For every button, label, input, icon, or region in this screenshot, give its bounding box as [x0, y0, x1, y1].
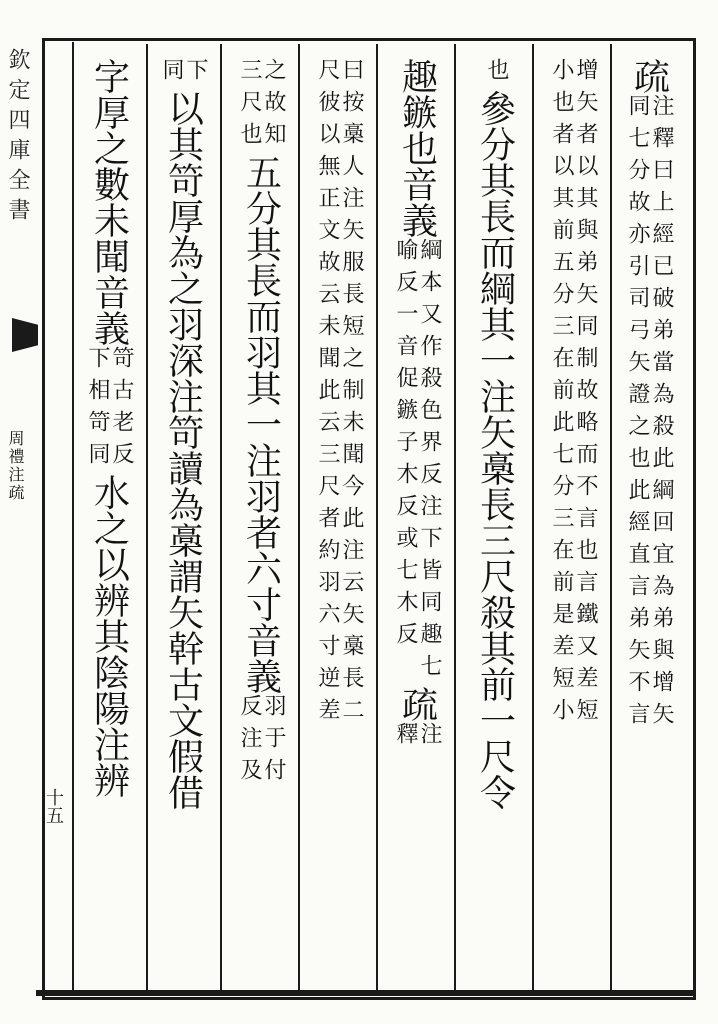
commentary-left: 同七分故亦引司弓矢證之也此經直言弟矢不言	[625, 94, 650, 734]
main-text: 疏	[396, 686, 438, 722]
commentary-left: 同	[159, 58, 184, 90]
main-text: 矢槀長三尺殺其前一尺令	[474, 414, 516, 810]
commentary-pair	[394, 238, 440, 686]
commentary-pair	[86, 346, 132, 474]
commentary-pair	[626, 94, 672, 734]
commentary-right: 之故知	[261, 58, 286, 154]
main-text: 羽者六寸音義	[240, 478, 282, 694]
column-divider	[220, 44, 222, 990]
main-text: 趣鏃也音義	[396, 58, 438, 238]
text-column	[380, 58, 454, 754]
main-text: 五分其長而羽其一注	[240, 154, 282, 478]
commentary-right: 綱本又作殺色界反注下皆同趣七	[417, 238, 442, 686]
commentary-right: 曰按槀人注矢服長短之制未聞今此注云矢槀長二	[339, 58, 364, 730]
commentary-left: 喻反一音促鏃子木反或七木反	[393, 238, 418, 654]
commentary-right: 也	[484, 58, 509, 90]
commentary-right: 增矢者以其與弟矢同制故略而不言也言鐵又差短	[573, 58, 598, 730]
main-text: 疏	[628, 58, 670, 94]
margin-book-title: 欽定四庫全書	[5, 48, 30, 228]
fishtail-mark-icon	[12, 318, 38, 352]
commentary-pair	[160, 58, 206, 90]
commentary-pair	[238, 694, 284, 790]
text-column	[224, 58, 298, 790]
margin-section-title: 周禮注疏	[6, 430, 25, 502]
text-column	[536, 58, 610, 730]
commentary-right: 羽于付	[261, 694, 286, 790]
commentary-right: 笴古老反	[109, 346, 134, 474]
main-text: 笴讀為槀謂矢幹古文假借	[162, 414, 204, 810]
commentary-right: 下	[183, 58, 208, 90]
commentary-pair	[483, 58, 507, 90]
main-text: 以其笴厚為之羽深注	[162, 90, 204, 414]
page-number: 十五	[43, 788, 64, 824]
commentary-left: 三尺也	[237, 58, 262, 154]
text-column	[612, 58, 686, 734]
column-divider	[454, 44, 456, 990]
text-column	[146, 58, 220, 810]
commentary-pair	[238, 58, 284, 154]
commentary-pair	[394, 722, 440, 754]
commentary-pair	[550, 58, 596, 730]
column-divider	[532, 44, 534, 990]
commentary-right: 注釋曰上經已破弟當為殺此綱回宜為弟與增矢	[649, 94, 674, 734]
column-divider	[298, 44, 300, 990]
main-text: 參分其長而綱其一注	[474, 90, 516, 414]
text-column	[458, 58, 532, 810]
text-column	[302, 58, 376, 730]
commentary-left: 反注及	[237, 694, 262, 790]
text-column	[72, 58, 146, 798]
commentary-right: 注	[417, 722, 442, 754]
commentary-left: 尺彼以無正文故云未聞此云三尺者約羽六寸逆差	[315, 58, 340, 730]
commentary-left: 釋	[393, 722, 418, 754]
commentary-left: 下相笴同	[85, 346, 110, 474]
commentary-left: 小也者以其前五分三在前此七分三在前是差短小	[549, 58, 574, 730]
main-text: 字厚之數未聞音義	[88, 58, 130, 346]
commentary-pair	[316, 58, 362, 730]
main-text: 水之以辨其陰陽注辨	[88, 474, 130, 798]
column-divider	[376, 44, 378, 990]
bottom-rule	[36, 990, 696, 996]
